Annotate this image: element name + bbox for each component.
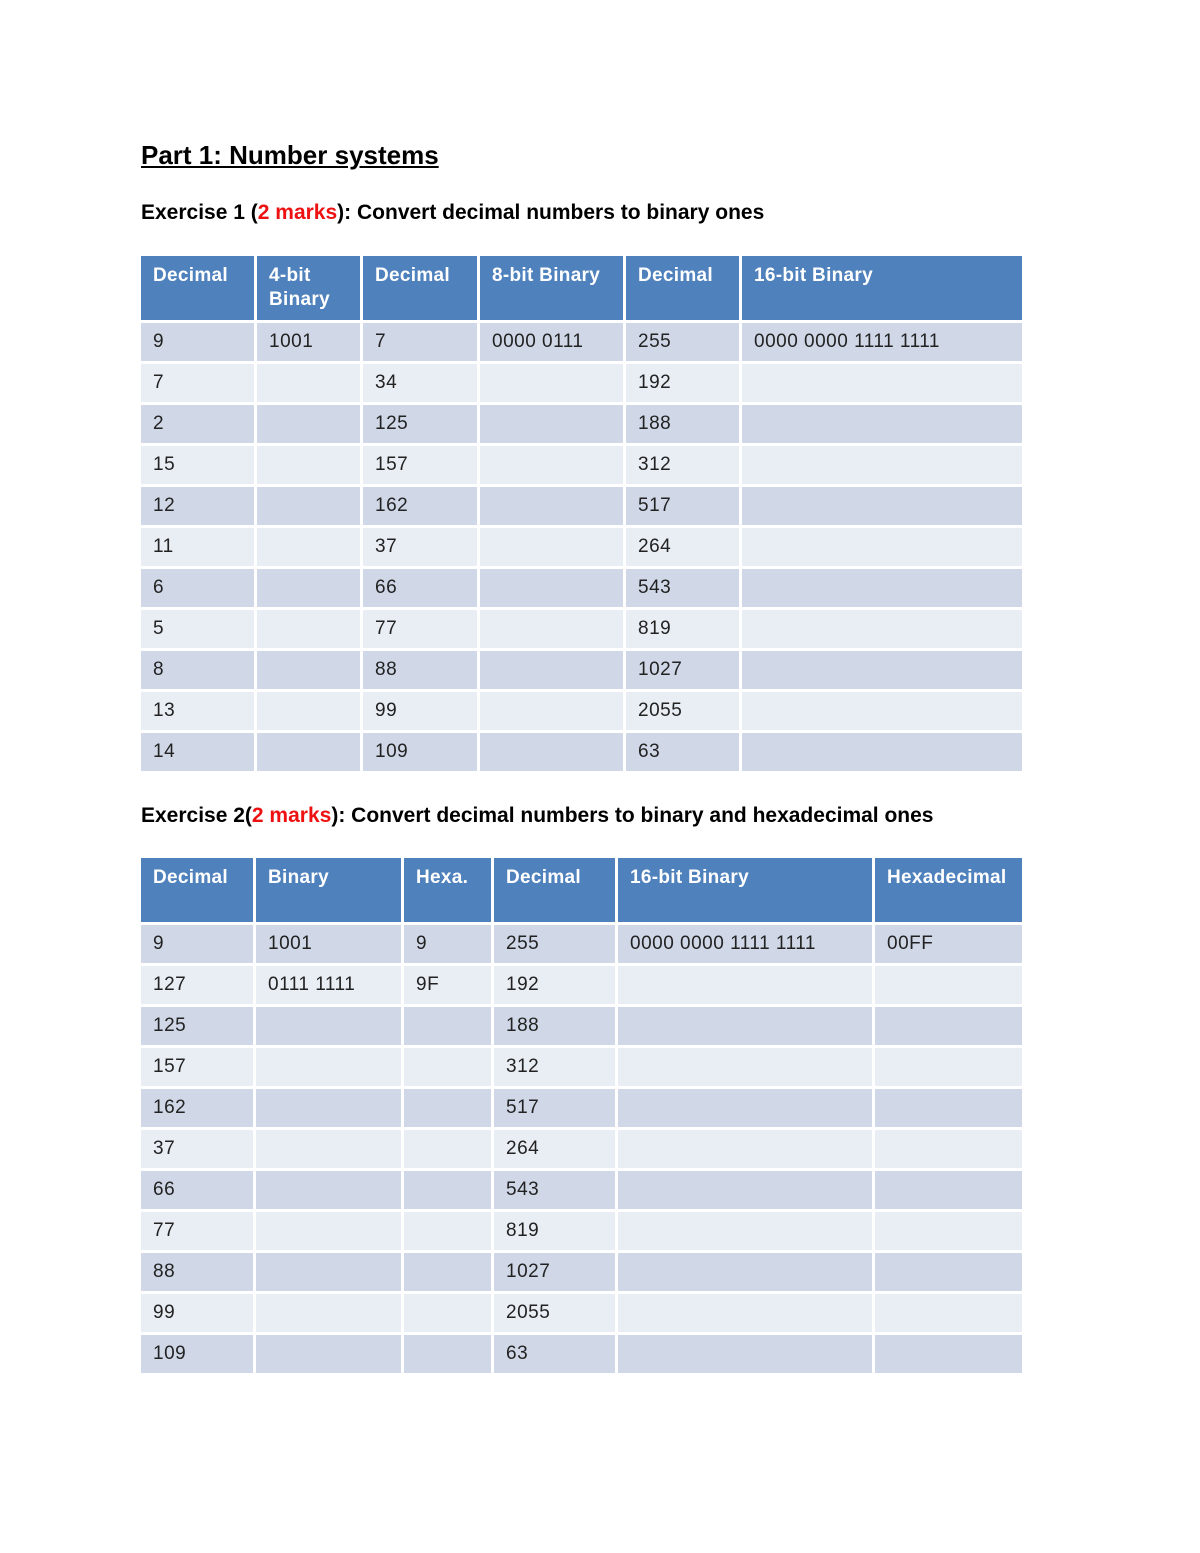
- table-row: [141, 1253, 1022, 1291]
- table-cell: 7: [363, 323, 477, 361]
- table-cell: 162: [141, 1089, 253, 1127]
- table-cell: 7: [141, 364, 254, 402]
- table-cell: [257, 692, 360, 730]
- table-row: [141, 323, 1022, 361]
- table-cell: 543: [626, 569, 739, 607]
- table-cell: [742, 487, 1022, 525]
- table-row: [141, 1048, 1022, 1086]
- table-cell: 109: [141, 1335, 253, 1373]
- table-cell: 63: [494, 1335, 615, 1373]
- table-cell: [742, 528, 1022, 566]
- table-cell: [875, 1007, 1022, 1045]
- page-title: Part 1: Number systems: [141, 140, 439, 170]
- table-row: [141, 487, 1022, 525]
- table-row: [141, 1171, 1022, 1209]
- table-cell: 264: [626, 528, 739, 566]
- table-cell: [875, 966, 1022, 1004]
- table-cell: [404, 1130, 491, 1168]
- table-cell: 66: [141, 1171, 253, 1209]
- table-cell: [480, 692, 623, 730]
- table-cell: 819: [494, 1212, 615, 1250]
- table-cell: 2055: [626, 692, 739, 730]
- table-cell: [256, 1130, 401, 1168]
- table-cell: [404, 1171, 491, 1209]
- table-row: [141, 966, 1022, 1004]
- table-cell: 66: [363, 569, 477, 607]
- table-cell: [875, 1171, 1022, 1209]
- table-cell: [404, 1335, 491, 1373]
- table-header-row: [141, 256, 1022, 320]
- table-row: [141, 1130, 1022, 1168]
- table-cell: [256, 1335, 401, 1373]
- table-row: [141, 1089, 1022, 1127]
- column-header: 16-bit Binary: [618, 858, 872, 922]
- table-cell: [404, 1294, 491, 1332]
- table-cell: [256, 1007, 401, 1045]
- table-cell: [618, 1171, 872, 1209]
- table-cell: [256, 1171, 401, 1209]
- table-row: [141, 1212, 1022, 1250]
- table-cell: [480, 364, 623, 402]
- table-cell: 162: [363, 487, 477, 525]
- column-header: 16-bit Binary: [742, 256, 1022, 320]
- exercise-2-table-body: [141, 925, 1022, 1373]
- table-row: [141, 528, 1022, 566]
- exercise-2-instruction: ): Convert decimal numbers to binary and hexadecimal ones: [331, 804, 934, 827]
- table-cell: [404, 1089, 491, 1127]
- table-cell: [404, 1253, 491, 1291]
- table-cell: 8: [141, 651, 254, 689]
- table-cell: [875, 1212, 1022, 1250]
- column-header: 8-bit Binary: [480, 256, 623, 320]
- table-cell: [742, 405, 1022, 443]
- table-cell: 13: [141, 692, 254, 730]
- column-header: 4-bit Binary: [257, 256, 360, 320]
- table-cell: 11: [141, 528, 254, 566]
- table-cell: 88: [141, 1253, 253, 1291]
- table-cell: [618, 1212, 872, 1250]
- exercise-1-label: Exercise 1 (: [141, 201, 258, 224]
- table-cell: 14: [141, 733, 254, 771]
- table-cell: [742, 364, 1022, 402]
- table-cell: 192: [494, 966, 615, 1004]
- table-cell: [875, 1048, 1022, 1086]
- table-cell: [742, 446, 1022, 484]
- table-cell: 1001: [256, 925, 401, 963]
- table-cell: [618, 1335, 872, 1373]
- table-cell: [257, 364, 360, 402]
- table-cell: 5: [141, 610, 254, 648]
- table-cell: 109: [363, 733, 477, 771]
- table-cell: [257, 733, 360, 771]
- table-cell: [256, 1253, 401, 1291]
- table-cell: [480, 610, 623, 648]
- table-cell: 188: [626, 405, 739, 443]
- table-cell: [257, 446, 360, 484]
- table-cell: [257, 487, 360, 525]
- table-cell: 188: [494, 1007, 615, 1045]
- table-row: [141, 1335, 1022, 1373]
- table-cell: 0000 0000 1111 1111: [618, 925, 872, 963]
- table-cell: 0111 1111: [256, 966, 401, 1004]
- table-row: [141, 446, 1022, 484]
- table-cell: [256, 1089, 401, 1127]
- table-cell: 157: [141, 1048, 253, 1086]
- table-cell: 1001: [257, 323, 360, 361]
- table-header-row: [141, 858, 1022, 922]
- column-header: Decimal: [626, 256, 739, 320]
- table-cell: 00FF: [875, 925, 1022, 963]
- table-cell: [618, 966, 872, 1004]
- exercise-2-label: Exercise 2(: [141, 804, 252, 827]
- table-cell: [404, 1048, 491, 1086]
- table-cell: 255: [626, 323, 739, 361]
- table-cell: [480, 487, 623, 525]
- table-cell: 517: [626, 487, 739, 525]
- table-cell: [257, 610, 360, 648]
- table-cell: 1027: [626, 651, 739, 689]
- table-cell: 1027: [494, 1253, 615, 1291]
- table-cell: [875, 1130, 1022, 1168]
- table-cell: 77: [363, 610, 477, 648]
- table-cell: 99: [141, 1294, 253, 1332]
- table-cell: 312: [626, 446, 739, 484]
- table-cell: 2: [141, 405, 254, 443]
- table-cell: [256, 1294, 401, 1332]
- table-cell: 312: [494, 1048, 615, 1086]
- table-row: [141, 925, 1022, 963]
- table-cell: [875, 1294, 1022, 1332]
- table-cell: 6: [141, 569, 254, 607]
- exercise-1-heading: [141, 201, 764, 225]
- exercise-1-table-body: [141, 323, 1022, 771]
- exercise-1-table: [138, 253, 1025, 774]
- table-row: [141, 364, 1022, 402]
- table-cell: [480, 569, 623, 607]
- table-cell: [618, 1089, 872, 1127]
- table-cell: 125: [141, 1007, 253, 1045]
- table-cell: 37: [363, 528, 477, 566]
- table-cell: [875, 1089, 1022, 1127]
- table-cell: [742, 569, 1022, 607]
- table-cell: 99: [363, 692, 477, 730]
- table-cell: [742, 651, 1022, 689]
- table-cell: 9: [404, 925, 491, 963]
- table-row: [141, 569, 1022, 607]
- table-row: [141, 610, 1022, 648]
- table-cell: [618, 1130, 872, 1168]
- column-header: Decimal: [141, 256, 254, 320]
- table-cell: 0000 0111: [480, 323, 623, 361]
- table-cell: [875, 1253, 1022, 1291]
- table-cell: [256, 1212, 401, 1250]
- table-cell: 0000 0000 1111 1111: [742, 323, 1022, 361]
- table-row: [141, 651, 1022, 689]
- column-header: Binary: [256, 858, 401, 922]
- table-cell: [257, 651, 360, 689]
- table-cell: 63: [626, 733, 739, 771]
- table-cell: 77: [141, 1212, 253, 1250]
- exercise-2-table: [138, 855, 1025, 1376]
- table-cell: [256, 1048, 401, 1086]
- table-cell: 37: [141, 1130, 253, 1168]
- table-cell: [742, 610, 1022, 648]
- table-cell: [480, 528, 623, 566]
- table-cell: 157: [363, 446, 477, 484]
- table-cell: 9: [141, 323, 254, 361]
- table-cell: 88: [363, 651, 477, 689]
- table-cell: [257, 528, 360, 566]
- table-cell: [480, 405, 623, 443]
- table-cell: 9F: [404, 966, 491, 1004]
- exercise-2-marks: 2 marks: [251, 804, 332, 827]
- column-header: Decimal: [494, 858, 615, 922]
- table-cell: [480, 651, 623, 689]
- table-cell: 192: [626, 364, 739, 402]
- table-cell: [480, 733, 623, 771]
- column-header: Decimal: [141, 858, 253, 922]
- table-cell: [257, 569, 360, 607]
- table-row: [141, 405, 1022, 443]
- exercise-1-instruction: ): Convert decimal numbers to binary ones: [337, 201, 765, 224]
- exercise-1-marks: 2 marks: [257, 201, 338, 224]
- table-cell: [742, 692, 1022, 730]
- table-cell: [618, 1048, 872, 1086]
- table-cell: 264: [494, 1130, 615, 1168]
- table-cell: [480, 446, 623, 484]
- table-cell: 12: [141, 487, 254, 525]
- table-cell: 255: [494, 925, 615, 963]
- table-cell: [618, 1007, 872, 1045]
- table-cell: [875, 1335, 1022, 1373]
- column-header: Decimal: [363, 256, 477, 320]
- table-row: [141, 733, 1022, 771]
- table-cell: 9: [141, 925, 253, 963]
- table-cell: 15: [141, 446, 254, 484]
- column-header: Hexadecimal: [875, 858, 1022, 922]
- table-cell: [257, 405, 360, 443]
- table-cell: [404, 1007, 491, 1045]
- table-cell: 34: [363, 364, 477, 402]
- table-cell: 2055: [494, 1294, 615, 1332]
- table-cell: 517: [494, 1089, 615, 1127]
- table-cell: 127: [141, 966, 253, 1004]
- table-row: [141, 1294, 1022, 1332]
- table-cell: [618, 1294, 872, 1332]
- table-cell: 543: [494, 1171, 615, 1209]
- table-cell: 819: [626, 610, 739, 648]
- table-row: [141, 1007, 1022, 1045]
- table-row: [141, 692, 1022, 730]
- column-header: Hexa.: [404, 858, 491, 922]
- table-cell: [404, 1212, 491, 1250]
- table-cell: 125: [363, 405, 477, 443]
- exercise-2-heading: [141, 804, 934, 828]
- table-cell: [742, 733, 1022, 771]
- table-cell: [618, 1253, 872, 1291]
